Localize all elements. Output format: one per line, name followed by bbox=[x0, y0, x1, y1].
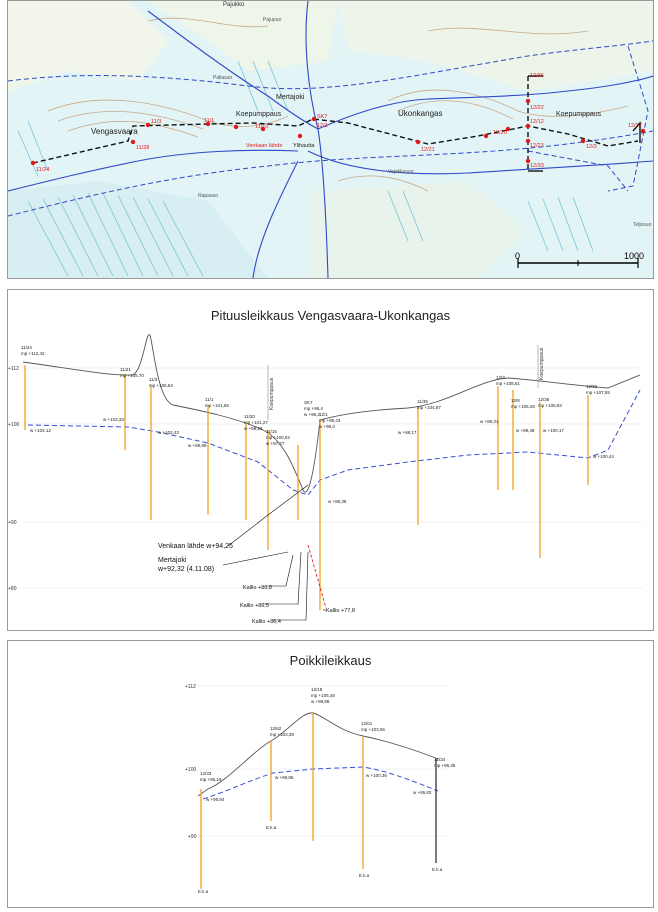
water-level: w +98,23 bbox=[244, 426, 263, 431]
borehole-id: 11/35 bbox=[417, 399, 428, 404]
cross-section-title: Poikkileikkaus bbox=[289, 653, 372, 668]
map-point bbox=[581, 139, 585, 143]
annotation-kallio: Kallio +86,5 bbox=[240, 603, 269, 609]
map-point-label: 12/22 bbox=[530, 105, 544, 111]
borehole-id: 12/32 bbox=[586, 384, 598, 389]
map-point-label: 11/1 bbox=[204, 118, 215, 124]
water-level: w +95,83 bbox=[413, 790, 432, 795]
place-name-pajupuo: Pajupuo bbox=[263, 17, 282, 23]
borehole-mp: mp +103,56 bbox=[361, 727, 385, 732]
borehole-id: 11/24 bbox=[21, 345, 32, 350]
longitudinal-svg bbox=[8, 290, 653, 630]
annotation-kallio: Kallio +77,8 bbox=[326, 608, 355, 614]
map-point-label: 11/28 bbox=[136, 145, 150, 151]
borehole-id: 12/3 bbox=[496, 375, 505, 380]
borehole-mp: mp +108,61 bbox=[496, 381, 520, 386]
map-point bbox=[312, 117, 316, 121]
water-level: w +99,85 bbox=[275, 775, 294, 780]
y-tick: +90 bbox=[8, 520, 17, 526]
borehole-mp: mp +99,43 bbox=[319, 418, 341, 423]
cross-section-panel bbox=[7, 640, 654, 908]
water-level-labels bbox=[30, 412, 614, 504]
place-name-pallasuo: Pallasuo bbox=[213, 75, 233, 81]
koepumppaus-label-a: Koepumppaus bbox=[269, 377, 275, 410]
y-tick: +90 bbox=[188, 834, 197, 840]
borehole-id: 11/3 bbox=[149, 377, 158, 382]
map-point bbox=[526, 99, 530, 103]
borehole-mp: mp +107,55 bbox=[586, 390, 610, 395]
water-level: w +100,36 bbox=[366, 773, 387, 778]
borehole-labels bbox=[21, 345, 610, 440]
borehole-id: 12/36 bbox=[538, 397, 550, 402]
map-point-label: SK7 bbox=[317, 114, 328, 120]
borehole-columns bbox=[201, 713, 363, 889]
borehole-mp: mp +96,35 bbox=[434, 763, 456, 768]
borehole-bottom: E.k.a bbox=[432, 867, 443, 872]
borehole-mp: mp +100,62 bbox=[266, 435, 290, 440]
borehole-id: 12/18 bbox=[311, 687, 323, 692]
place-name-vengasvaara: Vengasvaara bbox=[91, 127, 138, 136]
map-point bbox=[416, 140, 420, 144]
y-tick-labels bbox=[185, 684, 197, 840]
map-point-label: 12/12 bbox=[530, 119, 544, 125]
water-level: w +96,2 bbox=[304, 412, 320, 417]
place-name-mertajoki: Mertajoki bbox=[276, 94, 305, 101]
y-tick: +112 bbox=[8, 366, 19, 372]
map-point-label: 12/20 bbox=[493, 130, 507, 136]
borehole-id: 12/33 bbox=[200, 771, 212, 776]
y-tick: +100 bbox=[185, 767, 197, 773]
water-level: w +99,31 bbox=[480, 419, 499, 424]
y-tick: +112 bbox=[185, 684, 196, 690]
borehole-id: 11/21 bbox=[120, 367, 131, 372]
map-point bbox=[131, 140, 135, 144]
place-name-koepumppaus-left: Koepumppaus bbox=[236, 111, 282, 118]
scale-bar-start: 0 bbox=[515, 251, 521, 261]
place-name-pajukko: Pajukko bbox=[223, 2, 245, 8]
annotation-mertajoki: Mertajoki bbox=[158, 557, 187, 564]
borehole-mp: mp +101,27 bbox=[244, 420, 268, 425]
borehole-mp: mp +101,65 bbox=[205, 403, 229, 408]
scale-bar-end: 1000 bbox=[624, 251, 645, 261]
water-level: w +97,27 bbox=[266, 441, 285, 446]
annotation-kallio: Kallio +86,8 bbox=[243, 585, 272, 591]
water-level: w +99,48 bbox=[516, 428, 535, 433]
borehole-mp: mp +112,42 bbox=[21, 351, 45, 356]
water-level: w +96,0 bbox=[319, 424, 335, 429]
section-annotations bbox=[157, 543, 355, 625]
borehole-id: SK7 bbox=[304, 400, 313, 405]
place-name-rapasuo: Rapasuo bbox=[198, 193, 219, 199]
borehole-id: 12/62 bbox=[270, 726, 282, 731]
water-level: w +99,89 bbox=[188, 443, 207, 448]
map-point-label: 12/32 bbox=[628, 123, 642, 129]
water-level: w +100,44 bbox=[593, 454, 614, 459]
y-tick: +80 bbox=[8, 586, 17, 592]
annotation-venkaan-lahde: Venkaan lähde w+94,25 bbox=[158, 543, 233, 550]
map-point-label: 11/10 bbox=[255, 124, 269, 130]
water-level: w +103,33 bbox=[103, 417, 124, 422]
borehole-mp: mp +105,26 bbox=[511, 404, 535, 409]
map-point-label: 12/21 bbox=[421, 147, 435, 153]
borehole-id: 12/1 bbox=[319, 412, 328, 417]
map-point-label: 12/33 bbox=[530, 163, 544, 169]
borehole-mp: mp +103,39 bbox=[270, 732, 294, 737]
koepumppaus-label-b: Koepumppaus bbox=[539, 347, 545, 380]
borehole-mp: mp +104,87 bbox=[417, 405, 441, 410]
borehole-mp: mp +105,53 bbox=[538, 403, 562, 408]
place-name-teljosuo: Teljosuo bbox=[633, 222, 652, 228]
groundwater-line bbox=[203, 767, 438, 799]
map-point-label: 11/3 bbox=[151, 119, 162, 125]
map-point-label: 12/1 bbox=[317, 123, 328, 129]
grid-lines bbox=[23, 368, 643, 588]
water-level: w +99,88 bbox=[311, 699, 330, 704]
borehole-labels bbox=[198, 687, 456, 894]
borehole-id: 11/15 bbox=[266, 429, 277, 434]
water-level: w +98,17 bbox=[398, 430, 417, 435]
drill-line bbox=[308, 545, 326, 608]
borehole-mp: mp +105,48 bbox=[311, 693, 335, 698]
map-svg bbox=[8, 1, 653, 278]
borehole-id: 12/8 bbox=[511, 398, 520, 403]
place-name-koepumppaus-right: Koepumppaus bbox=[556, 111, 602, 118]
ground-surface-line bbox=[23, 335, 640, 493]
place-name-ukonkangas: Ukonkangas bbox=[398, 109, 443, 118]
grid-lines bbox=[198, 686, 448, 836]
borehole-mp: mp +99,4 bbox=[304, 406, 323, 411]
place-name-ylihautta: Ylihautta bbox=[293, 143, 315, 149]
borehole-id: 12/01 bbox=[361, 721, 373, 726]
cross-section-svg bbox=[8, 641, 653, 907]
place-name-venkaan-lahde: Venkaan lähde bbox=[246, 143, 283, 149]
borehole-bottom: E.k.a bbox=[198, 889, 209, 894]
map-point bbox=[234, 125, 238, 129]
map-point-label: 12/23 bbox=[530, 143, 544, 149]
borehole-mp: mp +106,54 bbox=[149, 383, 173, 388]
longitudinal-section-panel bbox=[7, 289, 654, 631]
water-level: w +104,12 bbox=[30, 428, 51, 433]
borehole-mp: mp +96,19 bbox=[200, 777, 222, 782]
map-point bbox=[31, 161, 35, 165]
longitudinal-title: Pituusleikkaus Vengasvaara-Ukonkangas bbox=[210, 308, 451, 323]
map-point-label: 12/36 bbox=[530, 73, 544, 79]
borehole-id: 12/34 bbox=[434, 757, 446, 762]
borehole-bottom: E.k.a bbox=[266, 825, 277, 830]
location-map bbox=[7, 0, 654, 279]
map-point bbox=[484, 134, 488, 138]
borehole-bottom: E.k.a bbox=[359, 873, 370, 878]
map-point-label: 12/3 bbox=[586, 144, 597, 150]
water-level: w +100,17 bbox=[543, 428, 564, 433]
water-level: w +95,38 bbox=[328, 499, 347, 504]
borehole-id: 11/1 bbox=[205, 397, 214, 402]
water-level: w +102,43 bbox=[158, 430, 179, 435]
map-point-label: 11/24 bbox=[36, 167, 50, 173]
map-point bbox=[146, 123, 150, 127]
annotation-kallio: Kallio +86,4 bbox=[252, 619, 281, 625]
y-tick-labels bbox=[8, 366, 19, 592]
annotation-mertajoki-w: w+92,32 (4.11.08) bbox=[158, 566, 215, 573]
water-level: w +95,84 bbox=[206, 797, 225, 802]
map-point bbox=[298, 134, 302, 138]
y-tick: +100 bbox=[8, 422, 20, 428]
place-name-vajakkasuo: Vajakkasuo bbox=[388, 169, 414, 175]
map-point bbox=[641, 129, 645, 133]
ground-surface-line bbox=[198, 713, 438, 796]
borehole-mp: mp +105,70 bbox=[120, 373, 144, 378]
borehole-id: 11/20 bbox=[244, 414, 255, 419]
